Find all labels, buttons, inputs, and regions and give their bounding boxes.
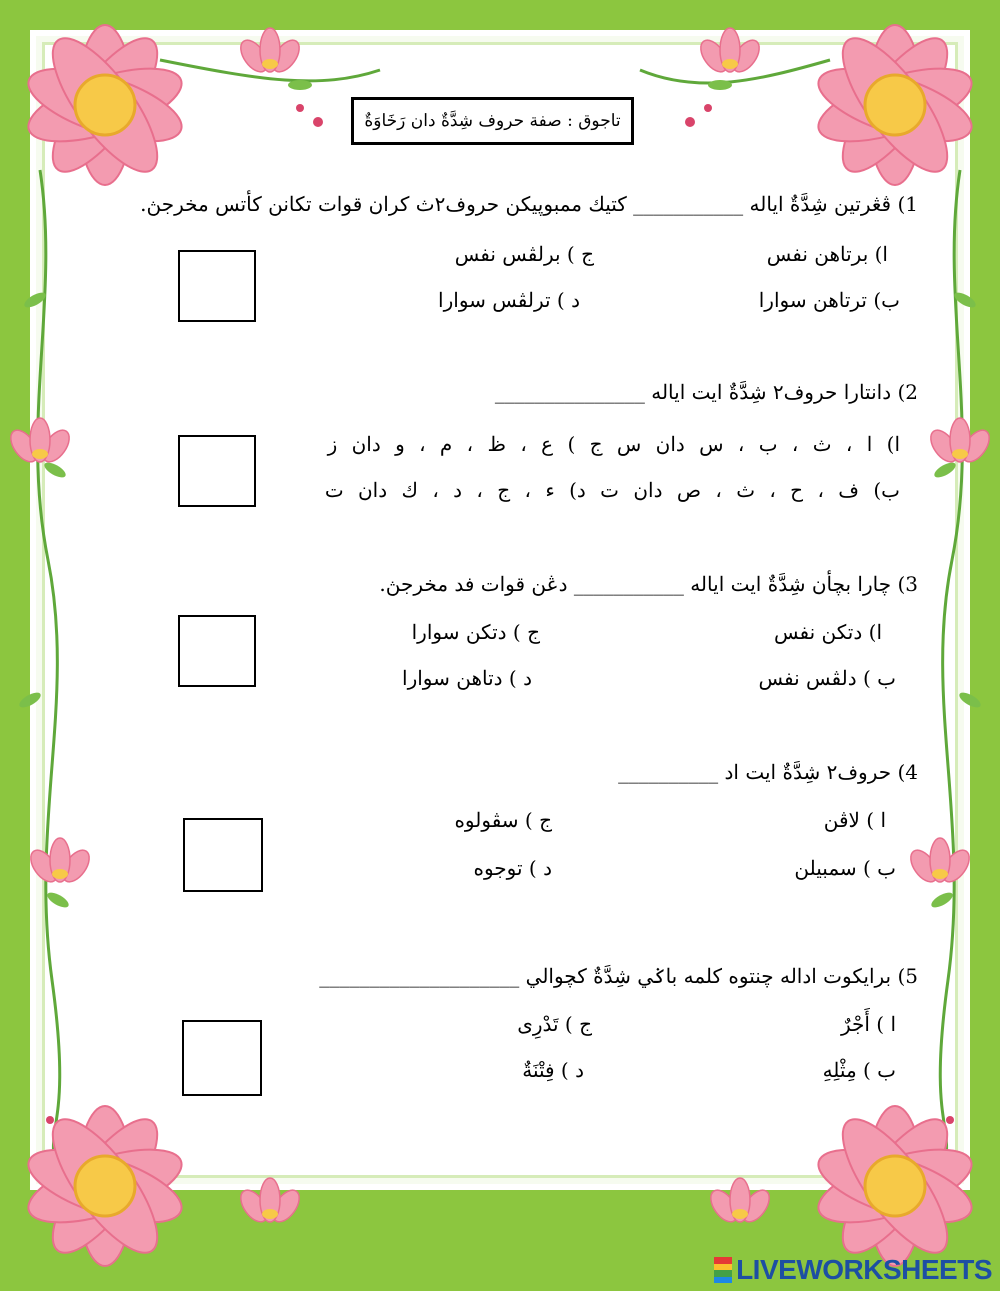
flower-bottom-left-icon (0, 1081, 210, 1291)
question-4-answer-box[interactable] (183, 818, 263, 892)
question-2-option-row-1: ا) ا ، ث ، ب ، س دان س ج ) ع ، ظ ، م ، و دان ز (327, 432, 900, 456)
question-4-prompt: 4) حروف٢ شِدَّةٌ ايت اد __________ (618, 760, 918, 784)
question-1-option-a: ا) برتاهن نفس (766, 242, 888, 266)
liveworksheets-logo-icon (714, 1257, 732, 1283)
liveworksheets-brand[interactable] (714, 1253, 992, 1287)
question-3-answer-box[interactable] (178, 615, 256, 687)
question-3-option-b: ب ) دلڤس نفس (758, 666, 896, 690)
question-1-option-c: ج ) برلڤس نفس (454, 242, 594, 266)
question-4-option-a: ا ) لاڤن (823, 808, 886, 832)
lotus-flower-icon (0, 410, 80, 470)
lotus-flower-icon (230, 20, 310, 80)
question-2-answer-box[interactable] (178, 435, 256, 507)
question-1-option-d: د ) ترلڤس سوارا (438, 288, 580, 312)
question-3-option-d: د ) دتاهن سوارا (402, 666, 532, 690)
question-2-option-row-2: ب) ف ، ح ، ث ، ص دان ت د) ء ، ج ، د ، ك دان ت (324, 478, 900, 502)
question-1-answer-box[interactable] (178, 250, 256, 322)
question-3-option-c: ج ) دتكن سوارا (411, 620, 540, 644)
worksheet-title: تاجوق : صفة حروف شِدَّةٌ دان رَخَاوَةٌ (351, 97, 634, 145)
question-5-option-b: ب ) مِثْلِهِ (822, 1058, 896, 1082)
flower-top-left-icon (0, 0, 210, 210)
lotus-flower-icon (700, 1170, 780, 1230)
lotus-flower-icon (230, 1170, 310, 1230)
lotus-flower-icon (20, 830, 100, 890)
question-5-prompt: 5) برايكوت اداله چنتوه كلمه باݢي شِدَّةٌ كچوالي ____________________ (319, 964, 918, 988)
flower-top-right-icon (790, 0, 1000, 210)
question-1-prompt: 1) ڤڠرتين شِدَّةٌ اياله ___________ كتيك ممبوپيكن حروف٢ث كران قوات تكانن كأتس مخرجڽ. (140, 192, 918, 216)
question-5-answer-box[interactable] (182, 1020, 262, 1096)
question-2-prompt: 2) دانتارا حروف٢ شِدَّةٌ ايت اياله _______________ (494, 380, 918, 404)
question-4-option-d: د ) توجوه (473, 856, 552, 880)
lotus-flower-icon (900, 830, 980, 890)
lotus-flower-icon (690, 20, 770, 80)
question-4-option-b: ب ) سمبيلن (794, 856, 896, 880)
question-4-option-c: ج ) سڤولوه (454, 808, 552, 832)
question-1-option-b: ب) ترتاهن سوارا (758, 288, 900, 312)
question-5-option-c: ج ) تَدْرِى (517, 1012, 592, 1036)
question-5-option-a: ا ) أَجْرٌ (840, 1012, 896, 1036)
brand-text: LIVEWORKSHEETS (736, 1254, 992, 1285)
question-3-prompt: 3) چارا بچأن شِدَّةٌ ايت اياله ___________ دڠن قوات فد مخرجڽ. (379, 572, 918, 596)
question-5-option-d: د ) فِتْنَةٌ (522, 1058, 584, 1082)
question-3-option-a: ا) دتكن نفس (774, 620, 882, 644)
lotus-flower-icon (920, 410, 1000, 470)
